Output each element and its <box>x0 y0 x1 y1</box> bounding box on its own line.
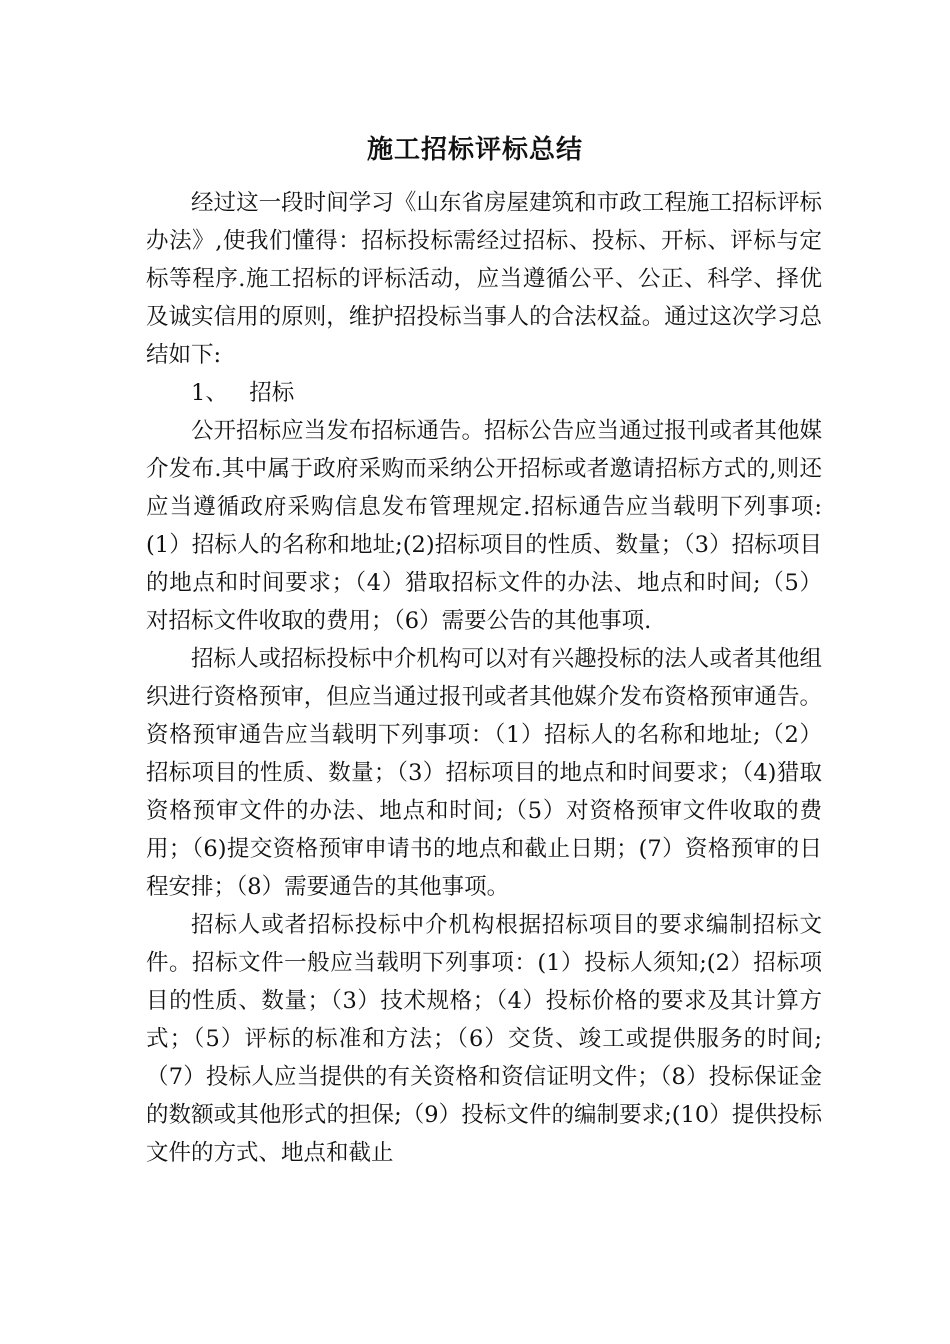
paragraph-public-notice: 公开招标应当发布招标通告。招标公告应当通过报刊或者其他媒介发布.其中属于政府采购而采纳公开招标或者邀请招标方式的,则还应当遵循政府采购信息发布管理规定.招标通告应当载明下列事项:(1）招标人的名称和地址;(2)招标项目的性质、数量；（3）招标项目的地点和时间要求；（4）猎取招标文件的办法、地点和时间;（5）对招标文件收取的费用；（6）需要公告的其他事项. <box>146 418 822 634</box>
paragraph-bidding-documents: 招标人或者招标投标中介机构根据招标项目的要求编制招标文件。招标文件一般应当载明下列事项：(1）投标人须知;(2）招标项目的性质、数量；（3）技术规格；（4）投标价格的要求及其计算方式；（5）评标的标准和方法；（6）交货、竣工或提供服务的时间;（7）投标人应当提供的有关资格和资信证明文件；（8）投标保证金的数额或其他形式的担保;（9）投标文件的编制要求;(10）提供投标文件的方式、地点和截止 <box>146 912 822 1166</box>
document-title: 施工招标评标总结 <box>366 135 583 165</box>
document-body <box>146 184 822 1172</box>
section-heading-bidding: 1、 招标 <box>191 380 295 406</box>
intro-paragraph: 经过这一段时间学习《山东省房屋建筑和市政工程施工招标评标办法》,使我们懂得：招标投标需经过招标、投标、开标、评标与定标等程序.施工招标的评标活动，应当遵循公平、公正、科学、择优及诚实信用的原则，维护招投标当事人的合法权益。通过这次学习总结如下: <box>146 190 822 368</box>
paragraph-prequalification: 招标人或招标投标中介机构可以对有兴趣投标的法人或者其他组织进行资格预审，但应当通过报刊或者其他媒介发布资格预审通告。资格预审通告应当载明下列事项：（1）招标人的名称和地址;（2）招标项目的性质、数量；（3）招标项目的地点和时间要求；（4)猎取资格预审文件的办法、地点和时间;（5）对资格预审文件收取的费用；（6)提交资格预审申请书的地点和截止日期；(7）资格预审的日程安排；（8）需要通告的其他事项。 <box>146 646 822 900</box>
